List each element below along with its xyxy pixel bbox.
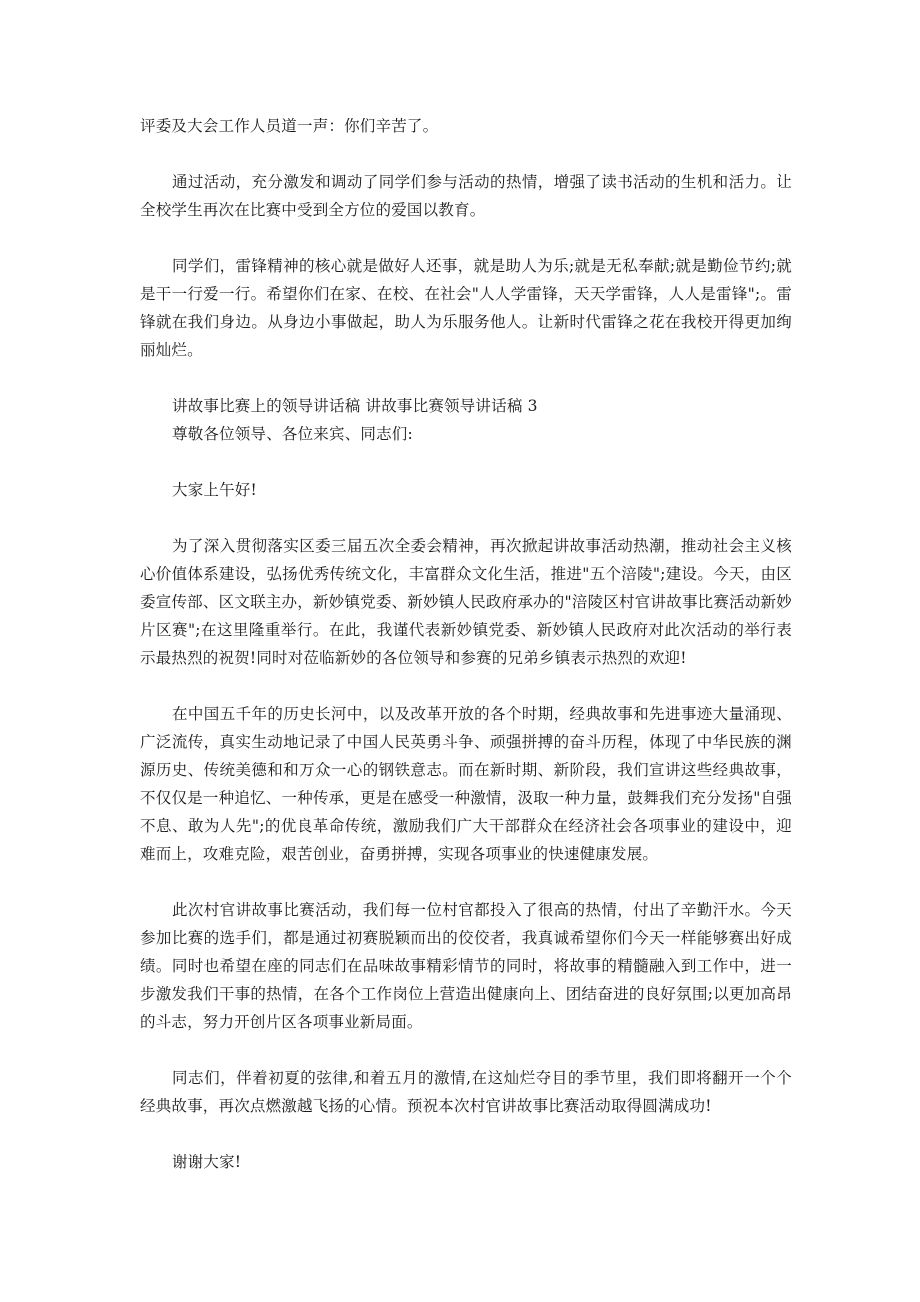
paragraph-wishes: 同志们，伴着初夏的弦律,和着五月的激情,在这灿烂夺目的季节里，我们即将翻开一个个经典故事，再次点燃激越飞扬的心情。预祝本次村官讲故事比赛活动取得圆满成功! — [140, 1069, 792, 1115]
speech-greeting: 大家上午好! — [172, 481, 257, 499]
spacer — [140, 504, 792, 532]
speech-closing: 谢谢大家! — [172, 1153, 242, 1171]
spacer — [140, 672, 792, 700]
speech-salutation: 尊敬各位领导、各位来宾、同志们: — [172, 425, 413, 443]
spacer — [140, 448, 792, 476]
spacer — [140, 140, 792, 168]
spacer — [140, 868, 792, 896]
paragraph-event-opening: 为了深入贯彻落实区委三届五次全委会精神，再次掀起讲故事活动热潮，推动社会主义核心价值体系建设，弘扬优秀传统文化，丰富群众文化生活，推进"五个涪陵";建设。今天，由区委宣传部、区文联主办，新妙镇党委、新妙镇人民政府承办的"涪陵区村官讲故事比赛活动新妙片区赛";在这里隆重举行。在此，我谨代表新妙镇党委、新妙镇人民政府对此次活动的举行表示最热烈的祝贺!同时对莅临新妙的各位领导和参赛的兄弟乡镇表示热烈的欢迎! — [140, 537, 792, 667]
spacer — [140, 224, 792, 252]
paragraph-lei-feng: 同学们，雷锋精神的核心就是做好人还事，就是助人为乐;就是无私奉献;就是勤俭节约;就是干一行爱一行。希望你们在家、在校、在社会"人人学雷锋，天天学雷锋，人人是雷锋";。雷锋就在我们身边。从身边小事做起，助人为乐服务他人。让新时代雷锋之花在我校开得更加绚丽灿烂。 — [140, 257, 792, 359]
paragraph-history: 在中国五千年的历史长河中，以及改革开放的各个时期，经典故事和先进事迹大量涌现、广泛流传，真实生动地记录了中国人民英勇斗争、顽强拼搏的奋斗历程，体现了中华民族的渊源历史、传统美德和和万众一心的钢铁意志。而在新时期、新阶段，我们宣讲这些经典故事，不仅仅是一种追忆、一种传承，更是在感受一种激情，汲取一种力量，鼓舞我们充分发扬"自强不息、敢为人先";的优良革命传统，激励我们广大干部群众在经济社会各项事业的建设中，迎难而上，攻难克险，艰苦创业，奋勇拼搏，实现各项事业的快速健康发展。 — [140, 705, 792, 863]
document-body — [140, 112, 792, 1176]
spacer — [140, 1036, 792, 1064]
spacer — [140, 364, 792, 392]
spacer — [140, 1120, 792, 1148]
speech-heading-block — [140, 392, 792, 448]
speech-heading: 讲故事比赛上的领导讲话稿 讲故事比赛领导讲话稿 3 — [172, 397, 538, 415]
paragraph-competition: 此次村官讲故事比赛活动，我们每一位村官都投入了很高的热情，付出了辛勤汗水。今天参加比赛的选手们，都是通过初赛脱颖而出的佼佼者，我真诚希望你们今天一样能够赛出好成绩。同时也希望在座的同志们在品味故事精彩情节的同时，将故事的精髓融入到工作中，进一步激发我们干事的热情，在各个工作岗位上营造出健康向上、团结奋进的良好氛围;以更加高昂的斗志，努力开创片区各项事业新局面。 — [140, 901, 792, 1031]
paragraph-activity-effect: 通过活动，充分激发和调动了同学们参与活动的热情，增强了读书活动的生机和活力。让全校学生再次在比赛中受到全方位的爱国以教育。 — [140, 173, 792, 219]
paragraph-thanks-staff: 评委及大会工作人员道一声：你们辛苦了。 — [140, 117, 439, 135]
